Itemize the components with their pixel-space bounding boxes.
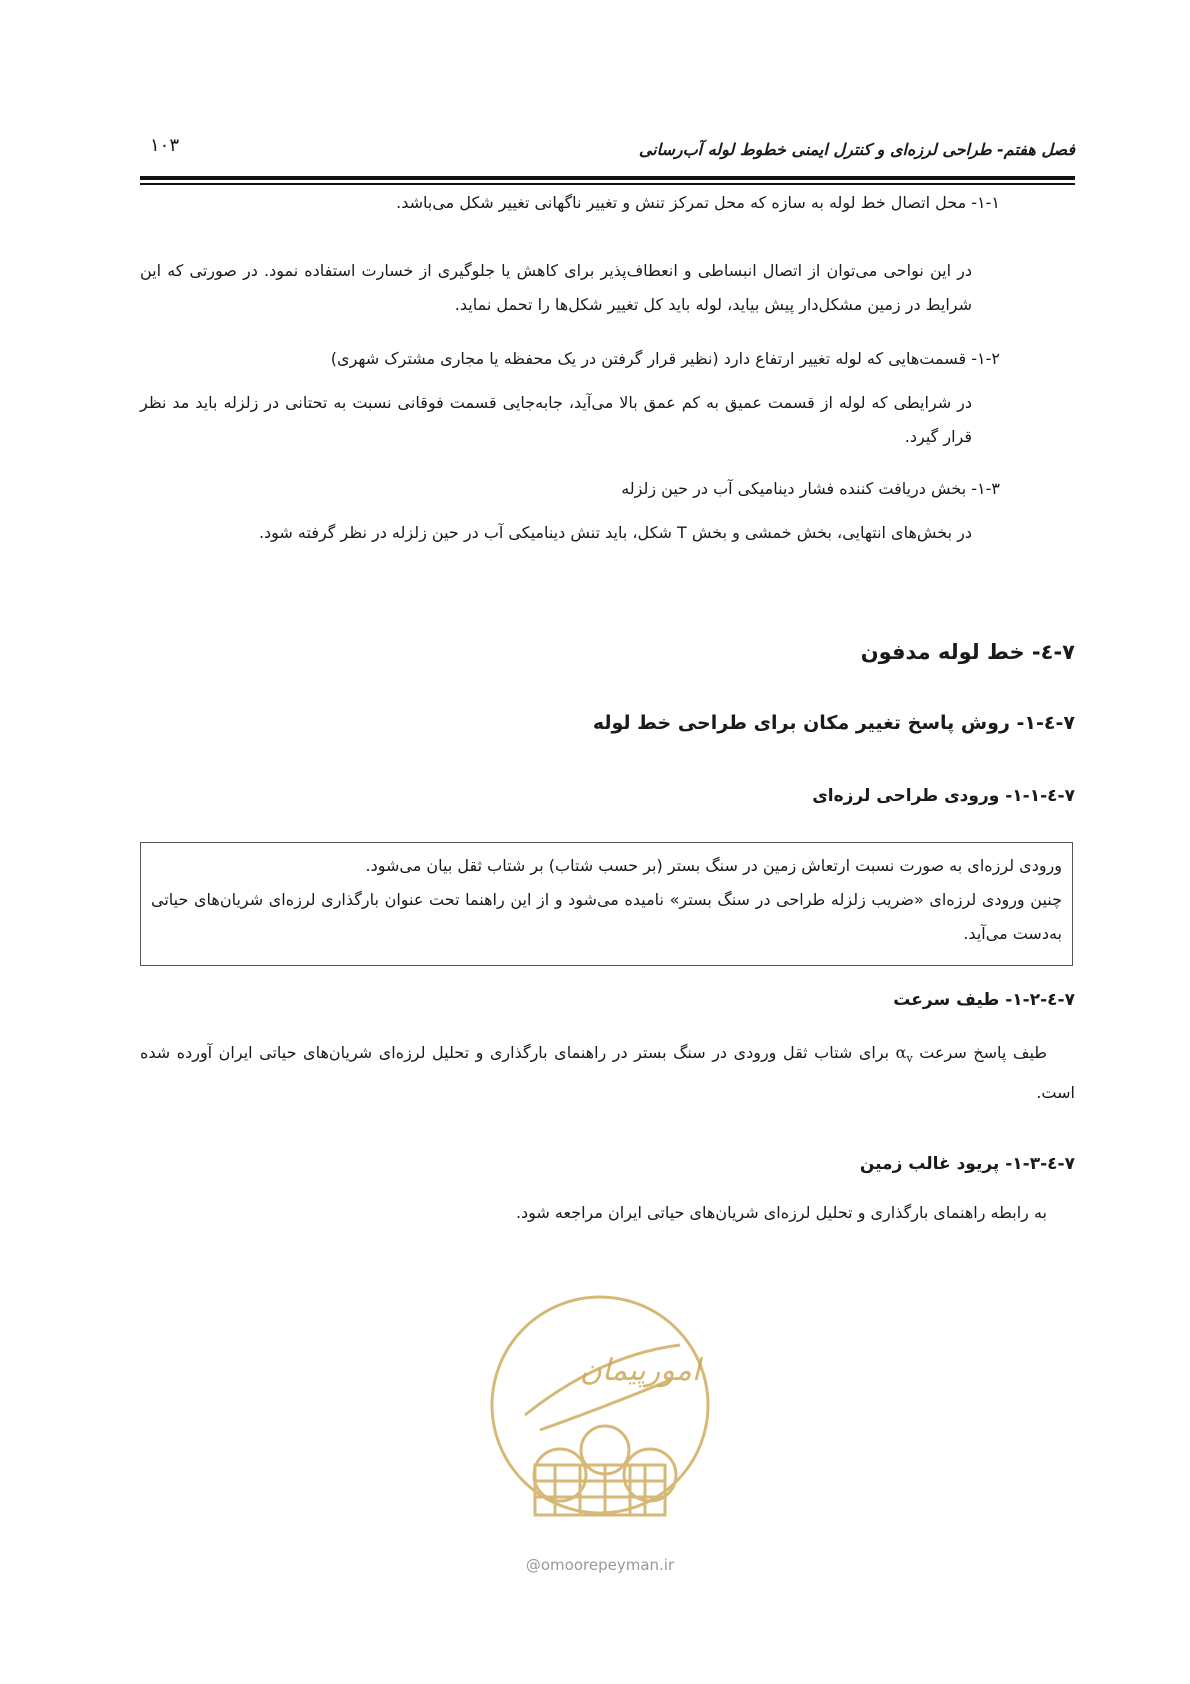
section-heading-7-4-1: ۷-٤-۱- روش پاسخ تغییر مکان برای طراحی خط لوله xyxy=(592,712,1075,734)
item-label: ۱-۳- بخش دریافت کننده فشار دینامیکی آب در حین زلزله xyxy=(621,479,1000,498)
running-title: فصل هفتم- طراحی لرزه‌ای و کنترل ایمنی خطوط لوله آب‌رسانی xyxy=(638,140,1075,159)
section-heading-7-4-1-3: ۷-٤-۱-۳- پریود غالب زمین xyxy=(859,1154,1075,1174)
boxed-note xyxy=(140,842,1073,966)
watermark-url: @omoorepeyman.ir xyxy=(525,1556,675,1574)
section-heading-7-4-1-1: ۷-٤-۱-۱- ورودی طراحی لرزه‌ای xyxy=(812,786,1075,806)
box-line-1: ورودی لرزه‌ای به صورت نسبت ارتعاش زمین در سنگ بستر (بر حسب شتاب) بر شتاب ثقل بیان می‌شود. xyxy=(365,856,1062,875)
velocity-spectrum-text xyxy=(140,1036,1075,1110)
item-body: در این نواحی می‌توان از اتصال انبساطی و انعطاف‌پذیر برای کاهش یا جلوگیری از خسارت استفاده نمود. در صورتی که این شرایط در زمین مشکل‌دار پیش بیاید، لوله باید کل تغییر شکل‌ها را تحمل نماید. xyxy=(140,261,972,314)
omoorepeyman-logo xyxy=(480,1285,720,1575)
section-heading-7-4: ۷-٤- خط لوله مدفون xyxy=(860,640,1075,664)
page-number: ۱۰۳ xyxy=(150,135,180,156)
item-label: ۱-۲- قسمت‌هایی که لوله تغییر ارتفاع دارد (نظیر قرار گرفتن در یک محفظه یا مجاری مشترک شهری) xyxy=(330,349,1000,368)
header-rule-thick xyxy=(140,176,1075,180)
alpha-v-symbol: $\alpha_v$ xyxy=(895,1043,913,1066)
box-line-2: چنین ورودی لرزه‌ای «ضریب زلزله طراحی در سنگ بستر» نامیده می‌شود و از این راهنما تحت عنوان بارگذاری لرزه‌ای شریان‌های حیاتی به‌دست می‌آید. xyxy=(151,890,1062,943)
velocity-text-after: برای شتاب ثقل ورودی در سنگ بستر در راهنمای بارگذاری و تحلیل لرزه‌ای شریان‌های حیاتی ایران آورده شده است. xyxy=(140,1043,1075,1103)
svg-text:امورپیمان: امورپیمان xyxy=(579,1353,701,1388)
ground-period-text: به رابطه راهنمای بارگذاری و تحلیل لرزه‌ای شریان‌های حیاتی ایران مراجعه شود. xyxy=(515,1203,1047,1222)
item-label: ۱-۱- محل اتصال خط لوله به سازه که محل تمرکز تنش و تغییر ناگهانی تغییر شکل می‌باشد. xyxy=(396,193,1000,212)
section-heading-7-4-1-2: ۷-٤-۱-۲- طیف سرعت xyxy=(893,990,1075,1010)
item-body: در بخش‌های انتهایی، بخش خمشی و بخش T شکل، باید تنش دینامیکی آب در حین زلزله در نظر گرفته شود. xyxy=(258,523,972,542)
item-body: در شرایطی که لوله از قسمت عمیق به کم عمق بالا می‌آید، جابه‌جایی قسمت فوقانی نسبت به تحتانی در زلزله باید مد نظر قرار گیرد. xyxy=(140,393,972,446)
velocity-text-before: طیف پاسخ سرعت xyxy=(919,1043,1048,1062)
header-rule-thin xyxy=(140,183,1075,185)
